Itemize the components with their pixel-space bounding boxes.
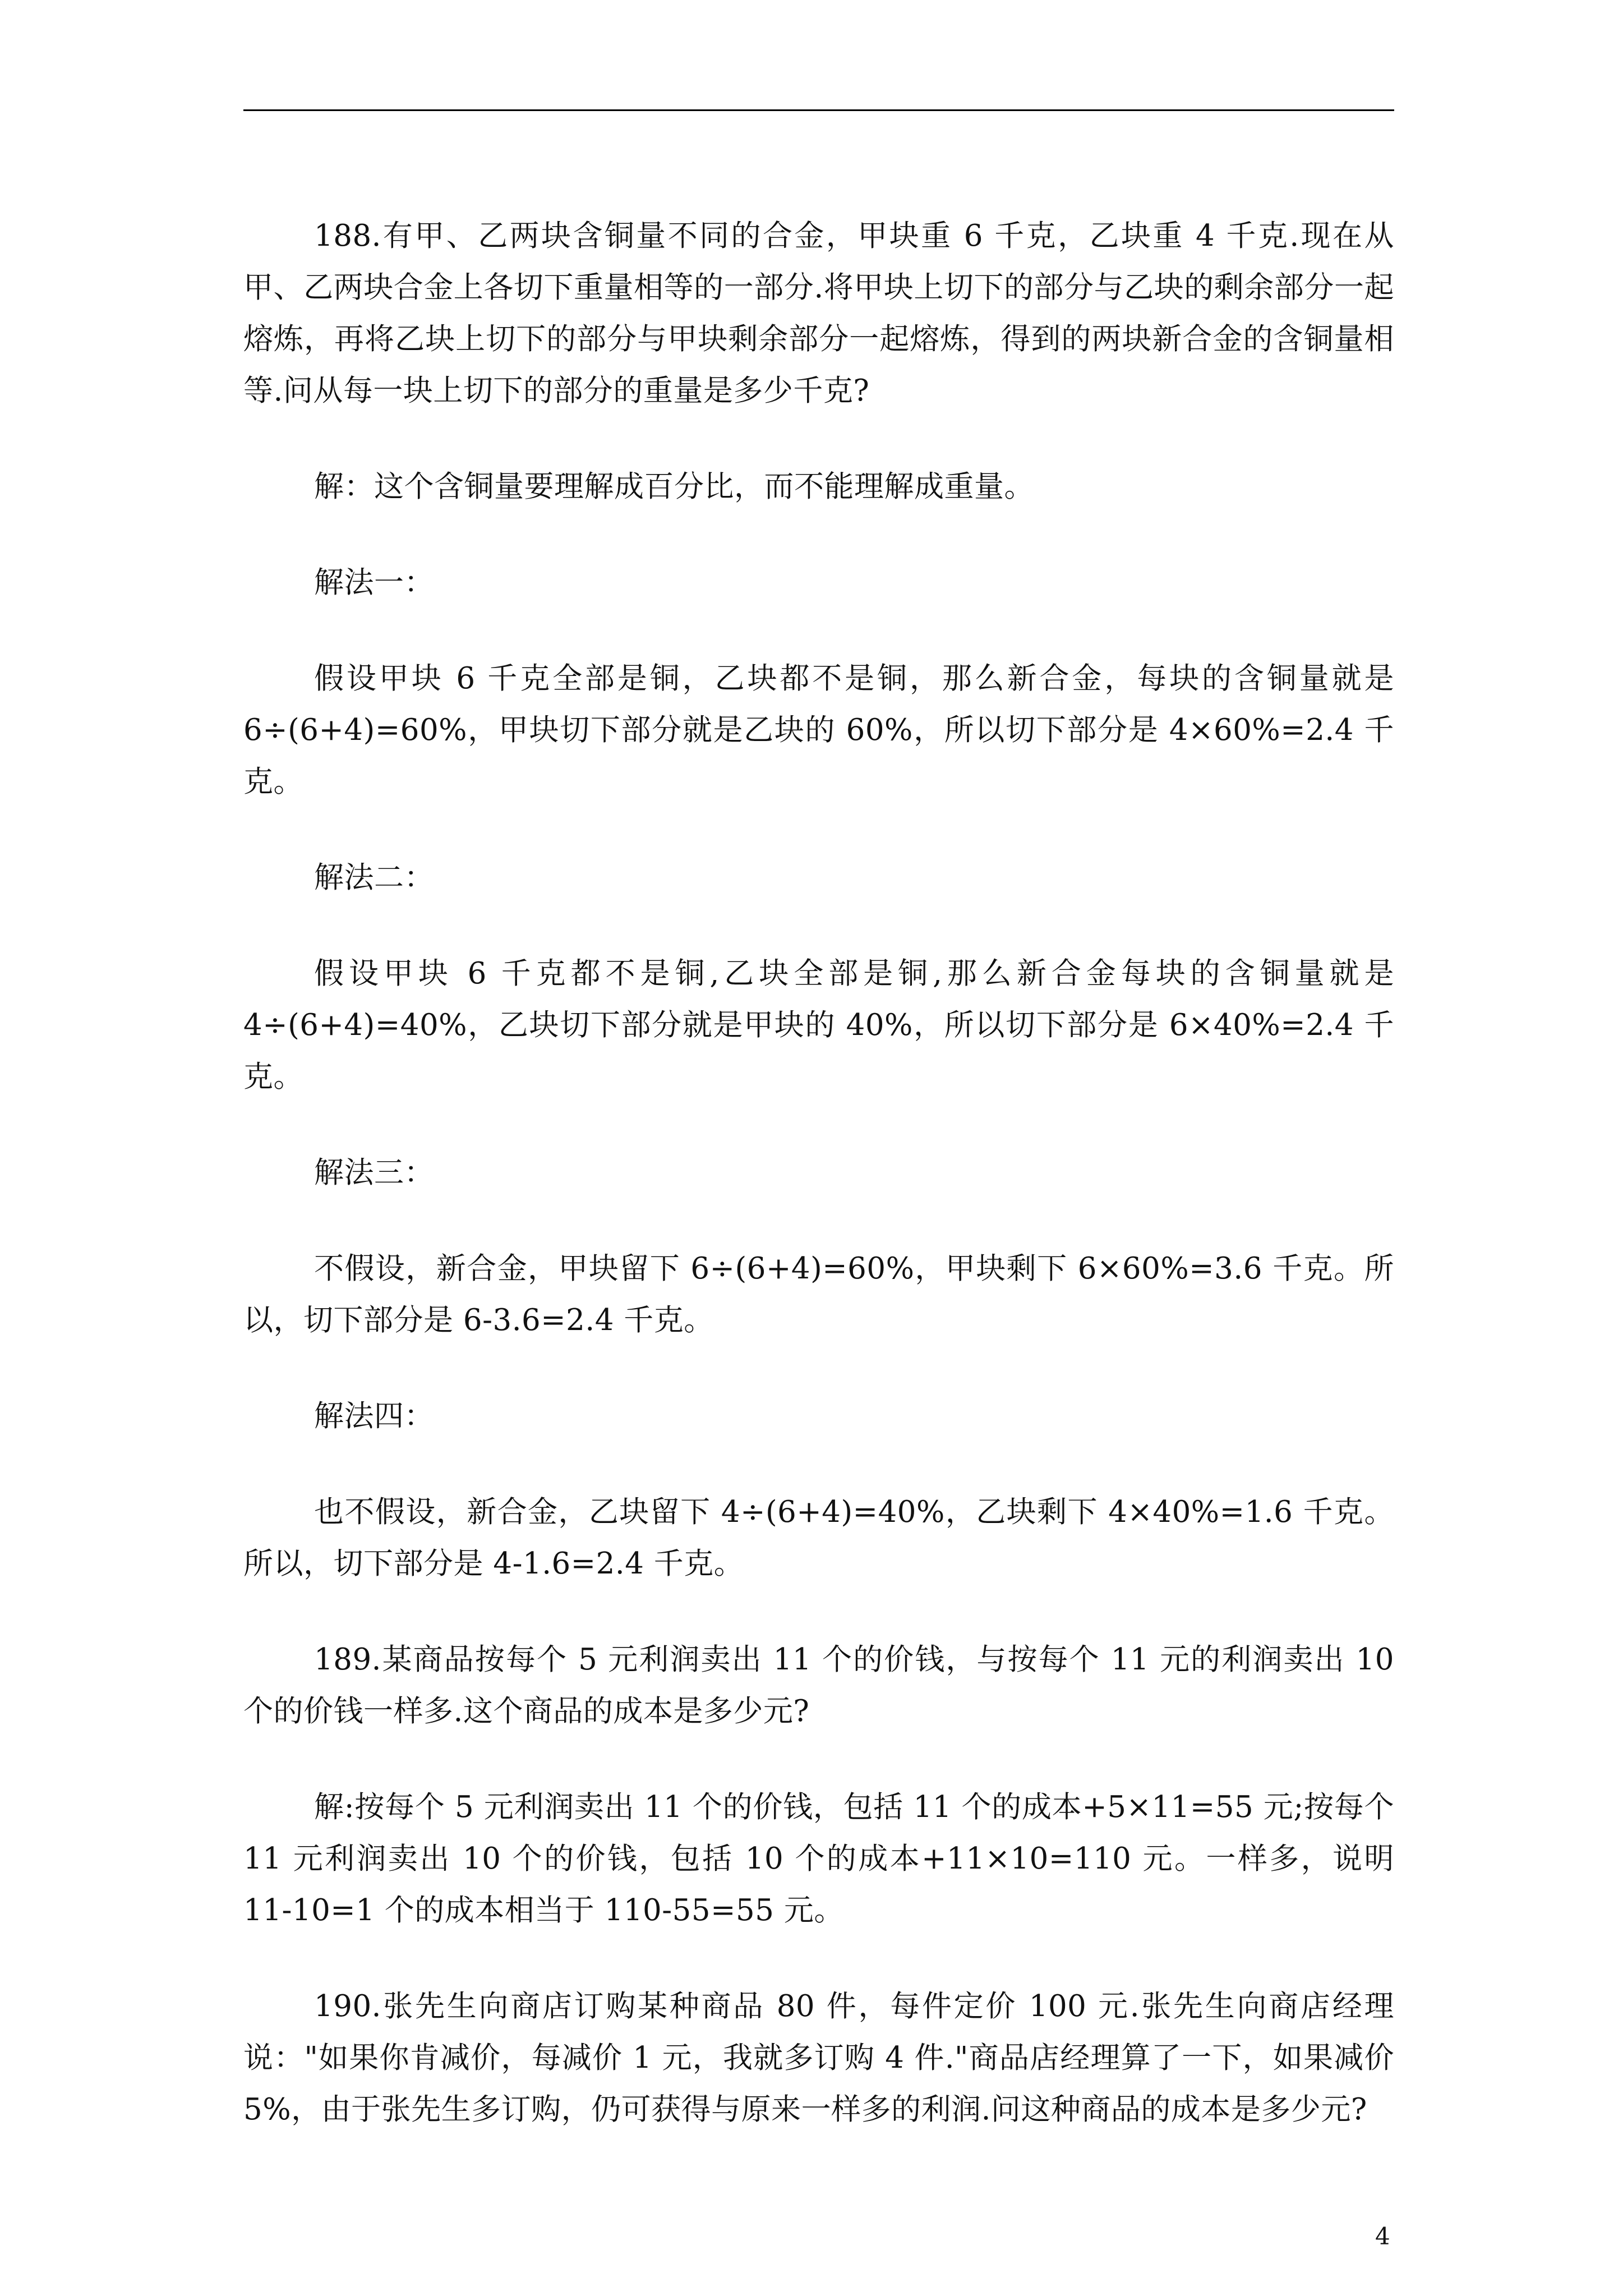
method-4-heading: 解法四：: [314, 1399, 434, 1433]
method-2-text: 假设甲块 6 千克都不是铜,乙块全部是铜,那么新合金每块的含铜量就是 4÷(6+4)=40%，乙块切下部分就是甲块的 40%，所以切下部分是 6×40%=2.4 千克。: [243, 956, 1394, 1094]
header-rule: [243, 109, 1394, 111]
method-4-text: 也不假设，新合金，乙块留下 4÷(6+4)=40%，乙块剩下 4×40%=1.6 千克。所以，切下部分是 4-1.6=2.4 千克。: [243, 1495, 1394, 1581]
document-body: [243, 210, 1394, 2180]
solution-note: 解：这个含铜量要理解成百分比，而不能理解成重量。: [314, 470, 1034, 504]
method-3-heading: 解法三：: [314, 1156, 434, 1190]
method-1-heading: 解法一：: [314, 565, 434, 600]
method-2-heading: 解法二：: [314, 861, 434, 895]
problem-188: 188.有甲、乙两块含铜量不同的合金，甲块重 6 千克，乙块重 4 千克.现在从甲、乙两块合金上各切下重量相等的一部分.将甲块上切下的部分与乙块的剩余部分一起熔炼，再将乙块上切下的部分与甲块剩余部分一起熔炼，得到的两块新合金的含铜量相等.问从每一块上切下的部分的重量是多少千克?: [243, 219, 1394, 408]
method-3-text: 不假设，新合金，甲块留下 6÷(6+4)=60%，甲块剩下 6×60%=3.6 千克。所以，切下部分是 6-3.6=2.4 千克。: [243, 1251, 1394, 1337]
problem-190: 190.张先生向商店订购某种商品 80 件，每件定价 100 元.张先生向商店经理说："如果你肯减价，每减价 1 元，我就多订购 4 件."商品店经理算了一下，如果减价 5%，由于张先生多订购，仍可获得与原来一样多的利润.问这种商品的成本是多少元?: [243, 1989, 1394, 2127]
method-1-text: 假设甲块 6 千克全部是铜，乙块都不是铜，那么新合金，每块的含铜量就是 6÷(6+4)=60%，甲块切下部分就是乙块的 60%，所以切下部分是 4×60%=2.4 千克。: [243, 661, 1394, 799]
solution-189: 解:按每个 5 元利润卖出 11 个的价钱，包括 11 个的成本+5×11=55 元;按每个 11 元利润卖出 10 个的价钱，包括 10 个的成本+11×10=110 元。一样多，说明 11-10=1 个的成本相当于 110-55=55 元。: [243, 1790, 1394, 1927]
problem-189: 189.某商品按每个 5 元利润卖出 11 个的价钱，与按每个 11 元的利润卖出 10 个的价钱一样多.这个商品的成本是多少元?: [243, 1642, 1394, 1728]
page-number: 4: [1375, 2223, 1390, 2250]
